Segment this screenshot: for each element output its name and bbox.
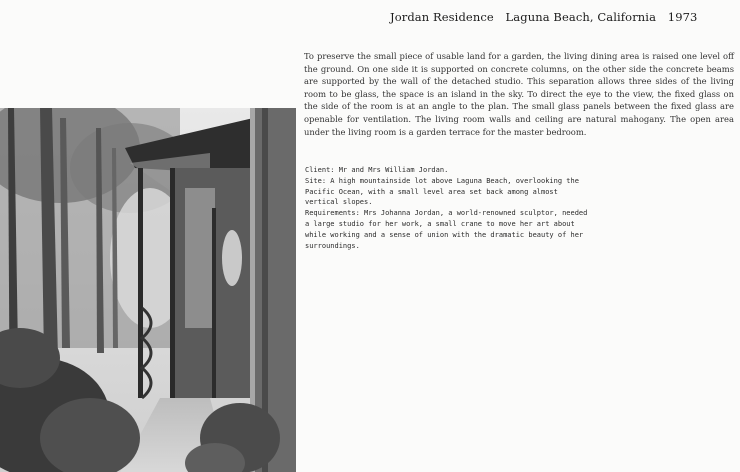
- project-specifications: [305, 165, 595, 251]
- house-photograph: [0, 108, 296, 472]
- project-description: To preserve the small piece of usable land for a garden, the living dining area is raised one level off the ground. On one side it is supported on concrete columns, on the other side the concrete beams are supported by the wall of the detached studio. This separation allows three sides of the living room to be glass, the space is an island in the sky. To direct the eye to the view, the fixed glass on the side of the room is at an angle to the plan. The small glass panels between the fixed glass are openable for ventilation. The living room walls and ceiling are natural mahogany. The open area under the living room is a garden terrace for the master bedroom.: [304, 51, 734, 137]
- project-year: 1973: [667, 10, 698, 24]
- page-heading: [390, 10, 730, 24]
- project-title: Jordan Residence: [390, 10, 494, 24]
- site-line: Site: A high mountainside lot above Laguna Beach, overlooking the Pacific Ocean, with a small level area set back among almost vertical slopes.: [305, 176, 579, 207]
- requirements-line: Requirements: Mrs Johanna Jordan, a world-renowned sculptor, needed a large studio for her work, a small crane to move her art about while working and a sense of union with the dramatic beauty of her surroundings.: [305, 209, 588, 250]
- project-location: Laguna Beach, California: [505, 10, 657, 24]
- client-line: Client: Mr and Mrs William Jordan.: [305, 166, 449, 174]
